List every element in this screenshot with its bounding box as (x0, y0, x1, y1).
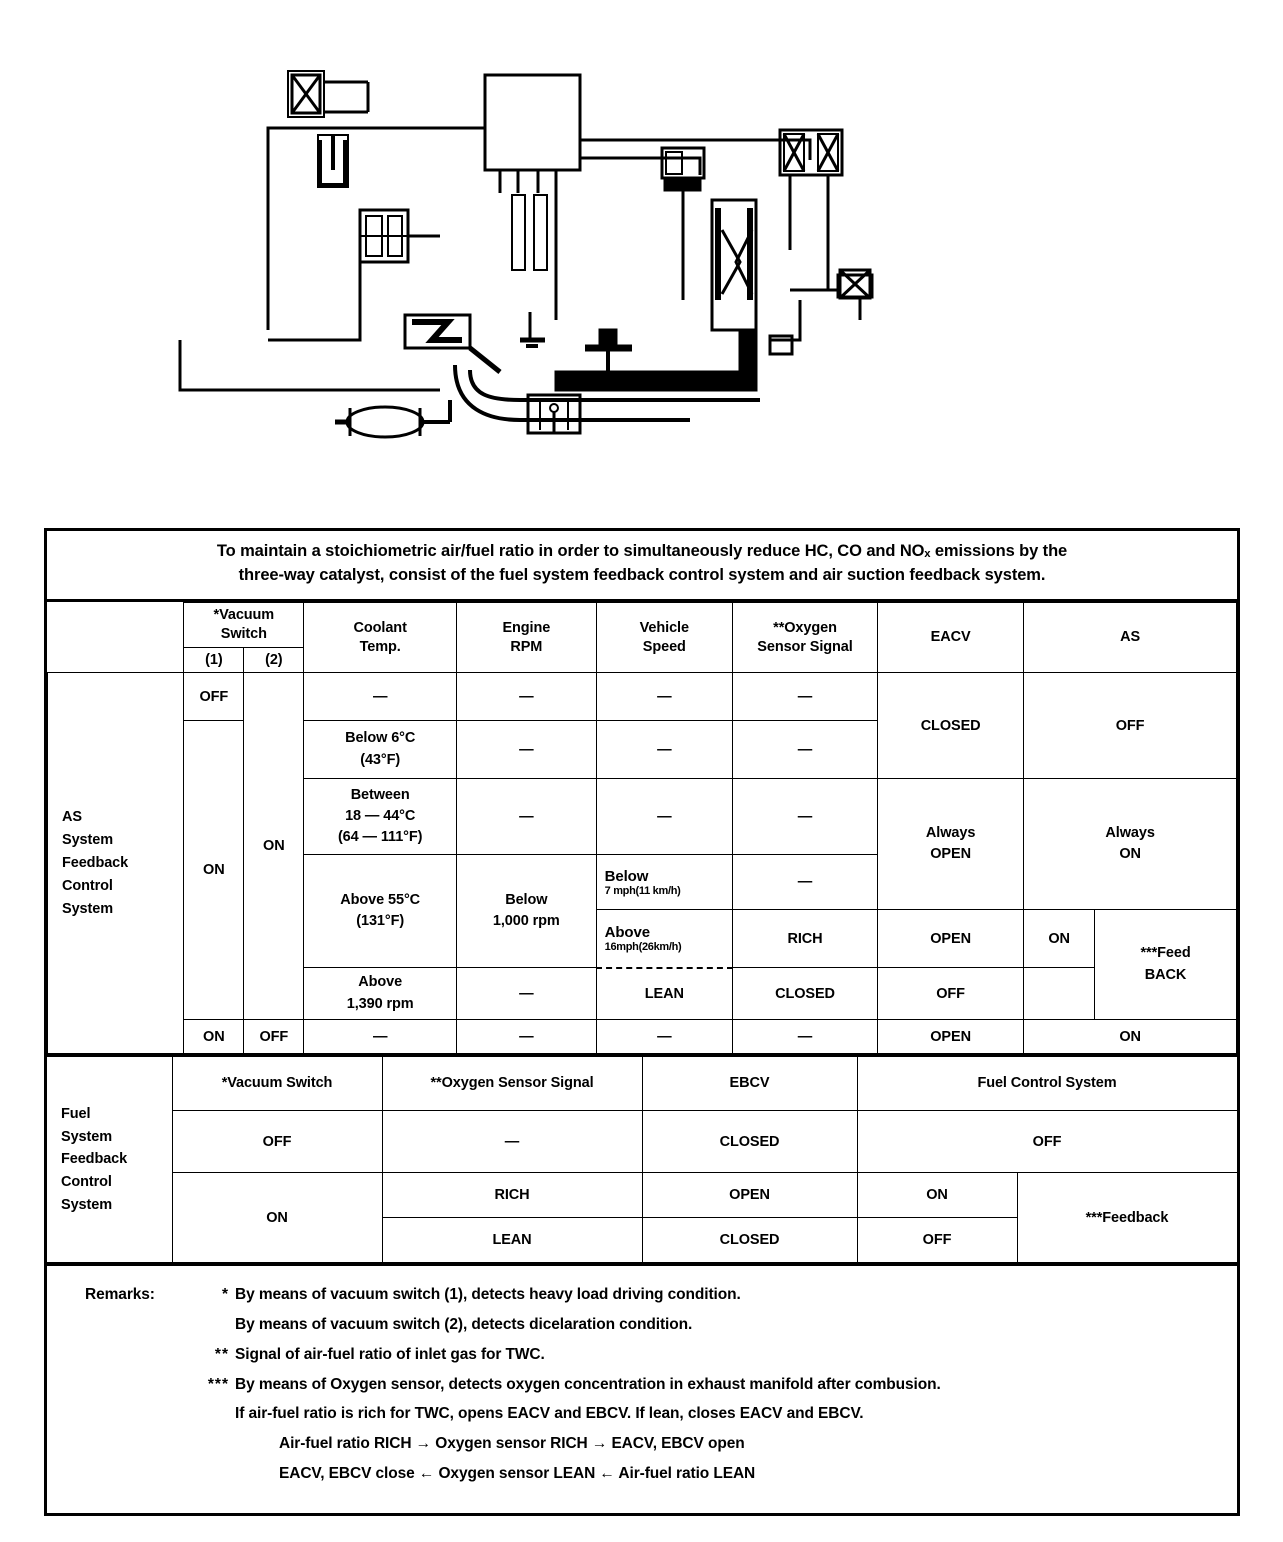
as-r2-rpm: — (457, 721, 597, 779)
as-system-name-cell: AS System Feedback Control System (48, 673, 184, 1054)
engine-schematic-diagram (0, 0, 1283, 500)
as-r5-speed: Above 16mph(26km/h) (596, 910, 732, 968)
remark-text-2: Signal of air-fuel ratio of inlet gas for TWC. (235, 1345, 545, 1363)
remark-flow-text-0: Air-fuel ratio RICH → Oxygen sensor RICH → EACV, EBCV open (279, 1435, 745, 1453)
as-header-engine-rpm: Engine RPM (457, 602, 597, 673)
fuel-system-name-cell: Fuel System Feedback Control System (47, 1056, 172, 1263)
as-r4-o2: — (732, 855, 877, 910)
remark-text-3: By means of Oxygen sensor, detects oxygen concentration in exhaust manifold after combusion. (235, 1375, 941, 1393)
remark-text-4: If air-fuel ratio is rich for TWC, opens EACV and EBCV. If lean, closes EACV and EBCV. (235, 1405, 864, 1423)
as-r2-speed: — (596, 721, 732, 779)
as-header-vacuum-switch (184, 602, 304, 647)
as-r3-rpm: — (457, 779, 597, 855)
remark-row-1 (63, 1310, 1221, 1340)
as-r3-coolant: Between 18 — 44°C (64 — 111°F) (304, 779, 457, 855)
fuel-r1-o2: — (382, 1111, 642, 1173)
as-header-oxygen-sensor-signal: **Oxygen Sensor Signal (732, 602, 877, 673)
fuel-r1-fcs: OFF (857, 1111, 1237, 1173)
muffler (347, 407, 423, 437)
as-system-table (47, 602, 1237, 1055)
as-r7-o2: — (732, 1020, 877, 1054)
remark-mark-2: ** (214, 1345, 229, 1363)
as-header-eacv: EACV (878, 602, 1024, 673)
as-r7-rpm: — (457, 1020, 597, 1054)
as-header-vehicle-speed: Vehicle Speed (596, 602, 732, 673)
as-r5-o2: RICH (732, 910, 877, 968)
remark-row-2 (63, 1340, 1221, 1370)
as-r7-as: ON (1024, 1020, 1237, 1054)
as-r2-coolant: Below 6°C (43°F) (304, 721, 457, 779)
injector-1 (512, 195, 525, 270)
as-r6-eacv: CLOSED (732, 968, 877, 1020)
as-r7-vs1: ON (184, 1020, 244, 1054)
as-r7-eacv: OPEN (878, 1020, 1024, 1054)
as-r7-coolant: — (304, 1020, 457, 1054)
as-r4-speed: Below 7 mph(11 km/h) (596, 855, 732, 910)
as-r7-vs2: OFF (244, 1020, 304, 1054)
remark-flow-text-1: EACV, EBCV close ← Oxygen sensor LEAN ← Air-fuel ratio LEAN (279, 1464, 756, 1482)
remark-flow-row-1 (63, 1459, 1221, 1489)
fuel-r2-o2: RICH (382, 1173, 642, 1218)
as-r5-as-state: ON (1024, 910, 1095, 968)
as-r7-speed: — (596, 1020, 732, 1054)
as-r3-speed: — (596, 779, 732, 855)
as-r1-vs1: OFF (184, 673, 244, 721)
fuel-row-rich (47, 1173, 1237, 1218)
as-r5-as-feedback: ***Feed BACK (1095, 910, 1237, 1020)
as-vs1-on: ON (184, 721, 244, 1020)
fuel-header-ebcv: EBCV (642, 1056, 857, 1111)
vacuum-switch-label-1: *Vacuum (213, 606, 275, 623)
remark-flow-row-0 (63, 1429, 1221, 1459)
as-r2-o2: — (732, 721, 877, 779)
as-r4-coolant: Above 55°C (131°F) (304, 855, 457, 968)
intro-paragraph (47, 531, 1237, 602)
as-r1-o2: — (732, 673, 877, 721)
as-header-vs2: (2) (244, 647, 304, 673)
fuel-row-off (47, 1111, 1237, 1173)
as-header-as: AS (1024, 602, 1237, 673)
intro-line-1: To maintain a stoichiometric air/fuel ratio in order to simultaneously reduce HC, CO and NOₓ emissions by the (216, 542, 1068, 560)
fuel-vs-on: ON (172, 1173, 382, 1263)
as-r1-eacv: CLOSED (878, 673, 1024, 779)
injector-2 (534, 195, 547, 270)
engine-schematic-svg (0, 0, 1283, 500)
as-r6-rpm: Above 1,390 rpm (304, 968, 457, 1020)
as-r6-as-state: OFF (878, 968, 1024, 1020)
fuel-header-oxygen-sensor-signal: **Oxygen Sensor Signal (382, 1056, 642, 1111)
vacuum-switch-label-2: Switch (220, 625, 267, 642)
as-row-7 (48, 1020, 1237, 1054)
fuel-r1-vs: OFF (172, 1111, 382, 1173)
fuel-r2-ebcv: OPEN (642, 1173, 857, 1218)
fuel-feedback-cell: ***Feedback (1017, 1173, 1237, 1263)
as-r3-o2: — (732, 779, 877, 855)
as-header-coolant-temp: Coolant Temp. (304, 602, 457, 673)
fuel-r2-fcs-state: ON (857, 1173, 1017, 1218)
remark-text-0: By means of vacuum switch (1), detects heavy load driving condition. (235, 1286, 741, 1304)
as-r6-speed: — (457, 968, 597, 1020)
fuel-r3-ebcv: CLOSED (642, 1218, 857, 1263)
as-r1-rpm: — (457, 673, 597, 721)
fuel-system-table (47, 1054, 1238, 1263)
emission-control-spec-block (44, 528, 1240, 1516)
as-vs2-on: ON (244, 673, 304, 1020)
as-r6-o2: LEAN (596, 968, 732, 1020)
as-r4-rpm: Below 1,000 rpm (457, 855, 597, 968)
fuel-r3-fcs-state: OFF (857, 1218, 1017, 1263)
as-r1-speed: — (596, 673, 732, 721)
remark-mark-3: *** (207, 1375, 229, 1393)
fuel-header-vacuum-switch: *Vacuum Switch (172, 1056, 382, 1111)
as-r3-eacv: Always OPEN (878, 779, 1024, 910)
remark-mark-0: * (221, 1286, 229, 1304)
as-header-row-1 (48, 602, 1237, 647)
remark-row-0 (63, 1280, 1221, 1310)
remarks-section (47, 1263, 1237, 1512)
remark-row-4 (63, 1399, 1221, 1429)
as-r3-as: Always ON (1024, 779, 1237, 910)
fuel-r1-ebcv: CLOSED (642, 1111, 857, 1173)
fuel-header-fuel-control-system: Fuel Control System (857, 1056, 1237, 1111)
as-r1-coolant: — (304, 673, 457, 721)
remarks-label: Remarks: (85, 1286, 155, 1304)
remark-text-1: By means of vacuum switch (2), detects dicelaration condition. (235, 1316, 693, 1334)
as-header-vs1: (1) (184, 647, 244, 673)
as-r5-eacv: OPEN (878, 910, 1024, 968)
intro-line-2: three-way catalyst, consist of the fuel system feedback control system and air suction feedback system. (238, 565, 1046, 584)
as-row-1 (48, 673, 1237, 721)
fuel-header-row (47, 1056, 1237, 1111)
ecu-box (485, 75, 580, 170)
remark-row-3 (63, 1370, 1221, 1400)
fuel-r3-o2: LEAN (382, 1218, 642, 1263)
as-header-corner (48, 602, 184, 673)
as-r1-as: OFF (1024, 673, 1237, 779)
